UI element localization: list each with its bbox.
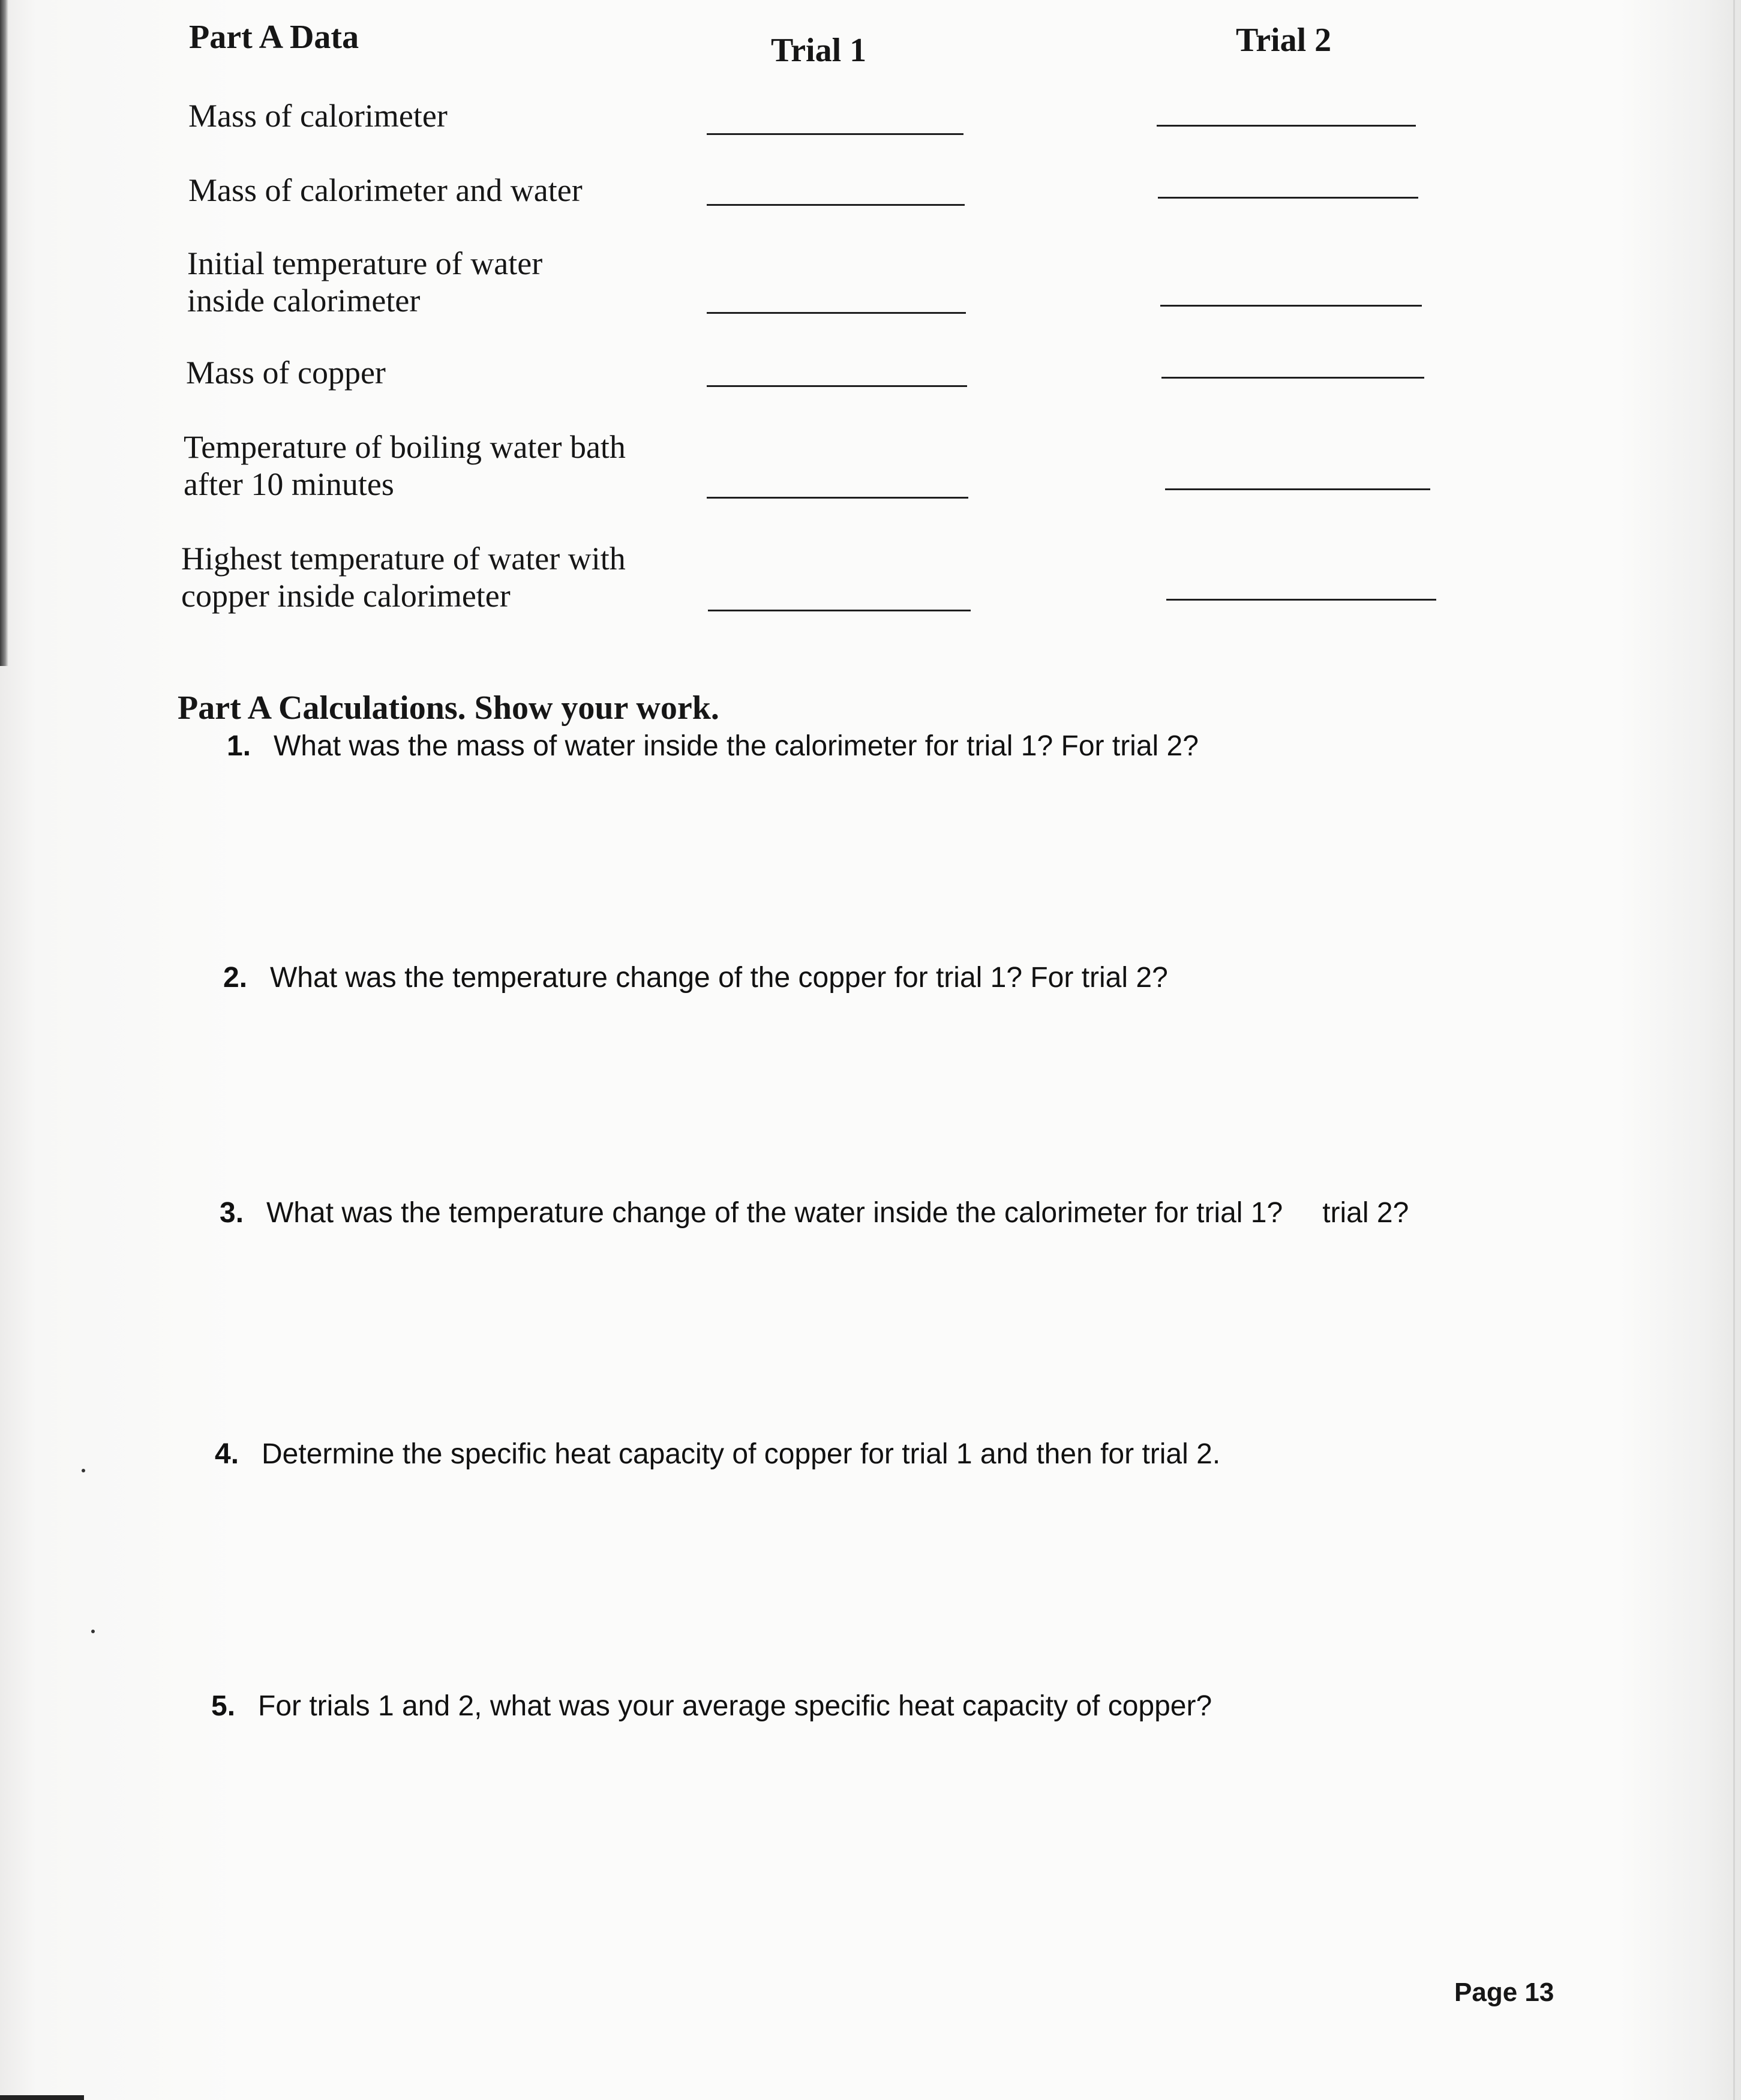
trial-2-blank[interactable] bbox=[1158, 197, 1418, 199]
question-number: 4. bbox=[215, 1438, 239, 1470]
page-shadow-left bbox=[0, 0, 8, 666]
trial-1-blank[interactable] bbox=[707, 133, 963, 135]
question-text: What was the temperature change of the water inside the calorimeter for trial 1? bbox=[266, 1197, 1283, 1229]
trial-1-blank[interactable] bbox=[707, 312, 966, 314]
data-row-label: Mass of copper bbox=[186, 355, 386, 391]
data-row-label: Initial temperature of water inside calorimeter bbox=[187, 245, 543, 319]
trial-2-blank[interactable] bbox=[1165, 488, 1430, 490]
trial-2-blank[interactable] bbox=[1161, 377, 1424, 379]
page-shadow-bottom bbox=[0, 2095, 84, 2100]
data-row-label: Highest temperature of water with copper inside calorimeter bbox=[181, 541, 626, 614]
column-header-trial-2: Trial 2 bbox=[1236, 22, 1332, 59]
trial-1-blank[interactable] bbox=[707, 385, 967, 387]
page-edge-right bbox=[1733, 0, 1735, 2100]
question-4 bbox=[215, 1438, 1220, 1471]
question-5 bbox=[211, 1690, 1212, 1723]
question-number: 3. bbox=[220, 1197, 244, 1229]
trial-1-blank[interactable] bbox=[707, 497, 968, 499]
trial-2-blank[interactable] bbox=[1166, 599, 1436, 601]
trial-2-blank[interactable] bbox=[1160, 305, 1422, 307]
question-text: What was the temperature change of the copper for trial 1? For trial 2? bbox=[270, 962, 1168, 994]
trial-2-blank[interactable] bbox=[1157, 125, 1416, 127]
data-row-label: Mass of calorimeter bbox=[188, 98, 448, 134]
trial-1-blank[interactable] bbox=[707, 204, 965, 206]
part-a-calculations-title: Part A Calculations. Show your work. bbox=[178, 689, 719, 727]
question-extra-text: trial 2? bbox=[1322, 1197, 1409, 1229]
part-a-data-title: Part A Data bbox=[189, 19, 359, 56]
question-3 bbox=[220, 1196, 1409, 1229]
page-number: Page 13 bbox=[1454, 1978, 1554, 2007]
stray-mark bbox=[91, 1630, 95, 1633]
question-number: 1. bbox=[227, 730, 251, 762]
trial-1-blank[interactable] bbox=[708, 610, 971, 611]
question-text: Determine the specific heat capacity of copper for trial 1 and then for trial 2. bbox=[262, 1438, 1221, 1470]
question-text: What was the mass of water inside the calorimeter for trial 1? For trial 2? bbox=[274, 730, 1199, 762]
question-1 bbox=[227, 730, 1199, 763]
column-header-trial-1: Trial 1 bbox=[771, 32, 867, 69]
data-row-label: Temperature of boiling water bath after 10 minutes bbox=[184, 429, 626, 502]
question-text: For trials 1 and 2, what was your average specific heat capacity of copper? bbox=[258, 1690, 1212, 1722]
data-row-label: Mass of calorimeter and water bbox=[188, 172, 583, 208]
stray-mark bbox=[82, 1469, 85, 1472]
question-2 bbox=[223, 961, 1168, 994]
question-number: 5. bbox=[211, 1690, 236, 1722]
question-number: 2. bbox=[223, 962, 248, 994]
